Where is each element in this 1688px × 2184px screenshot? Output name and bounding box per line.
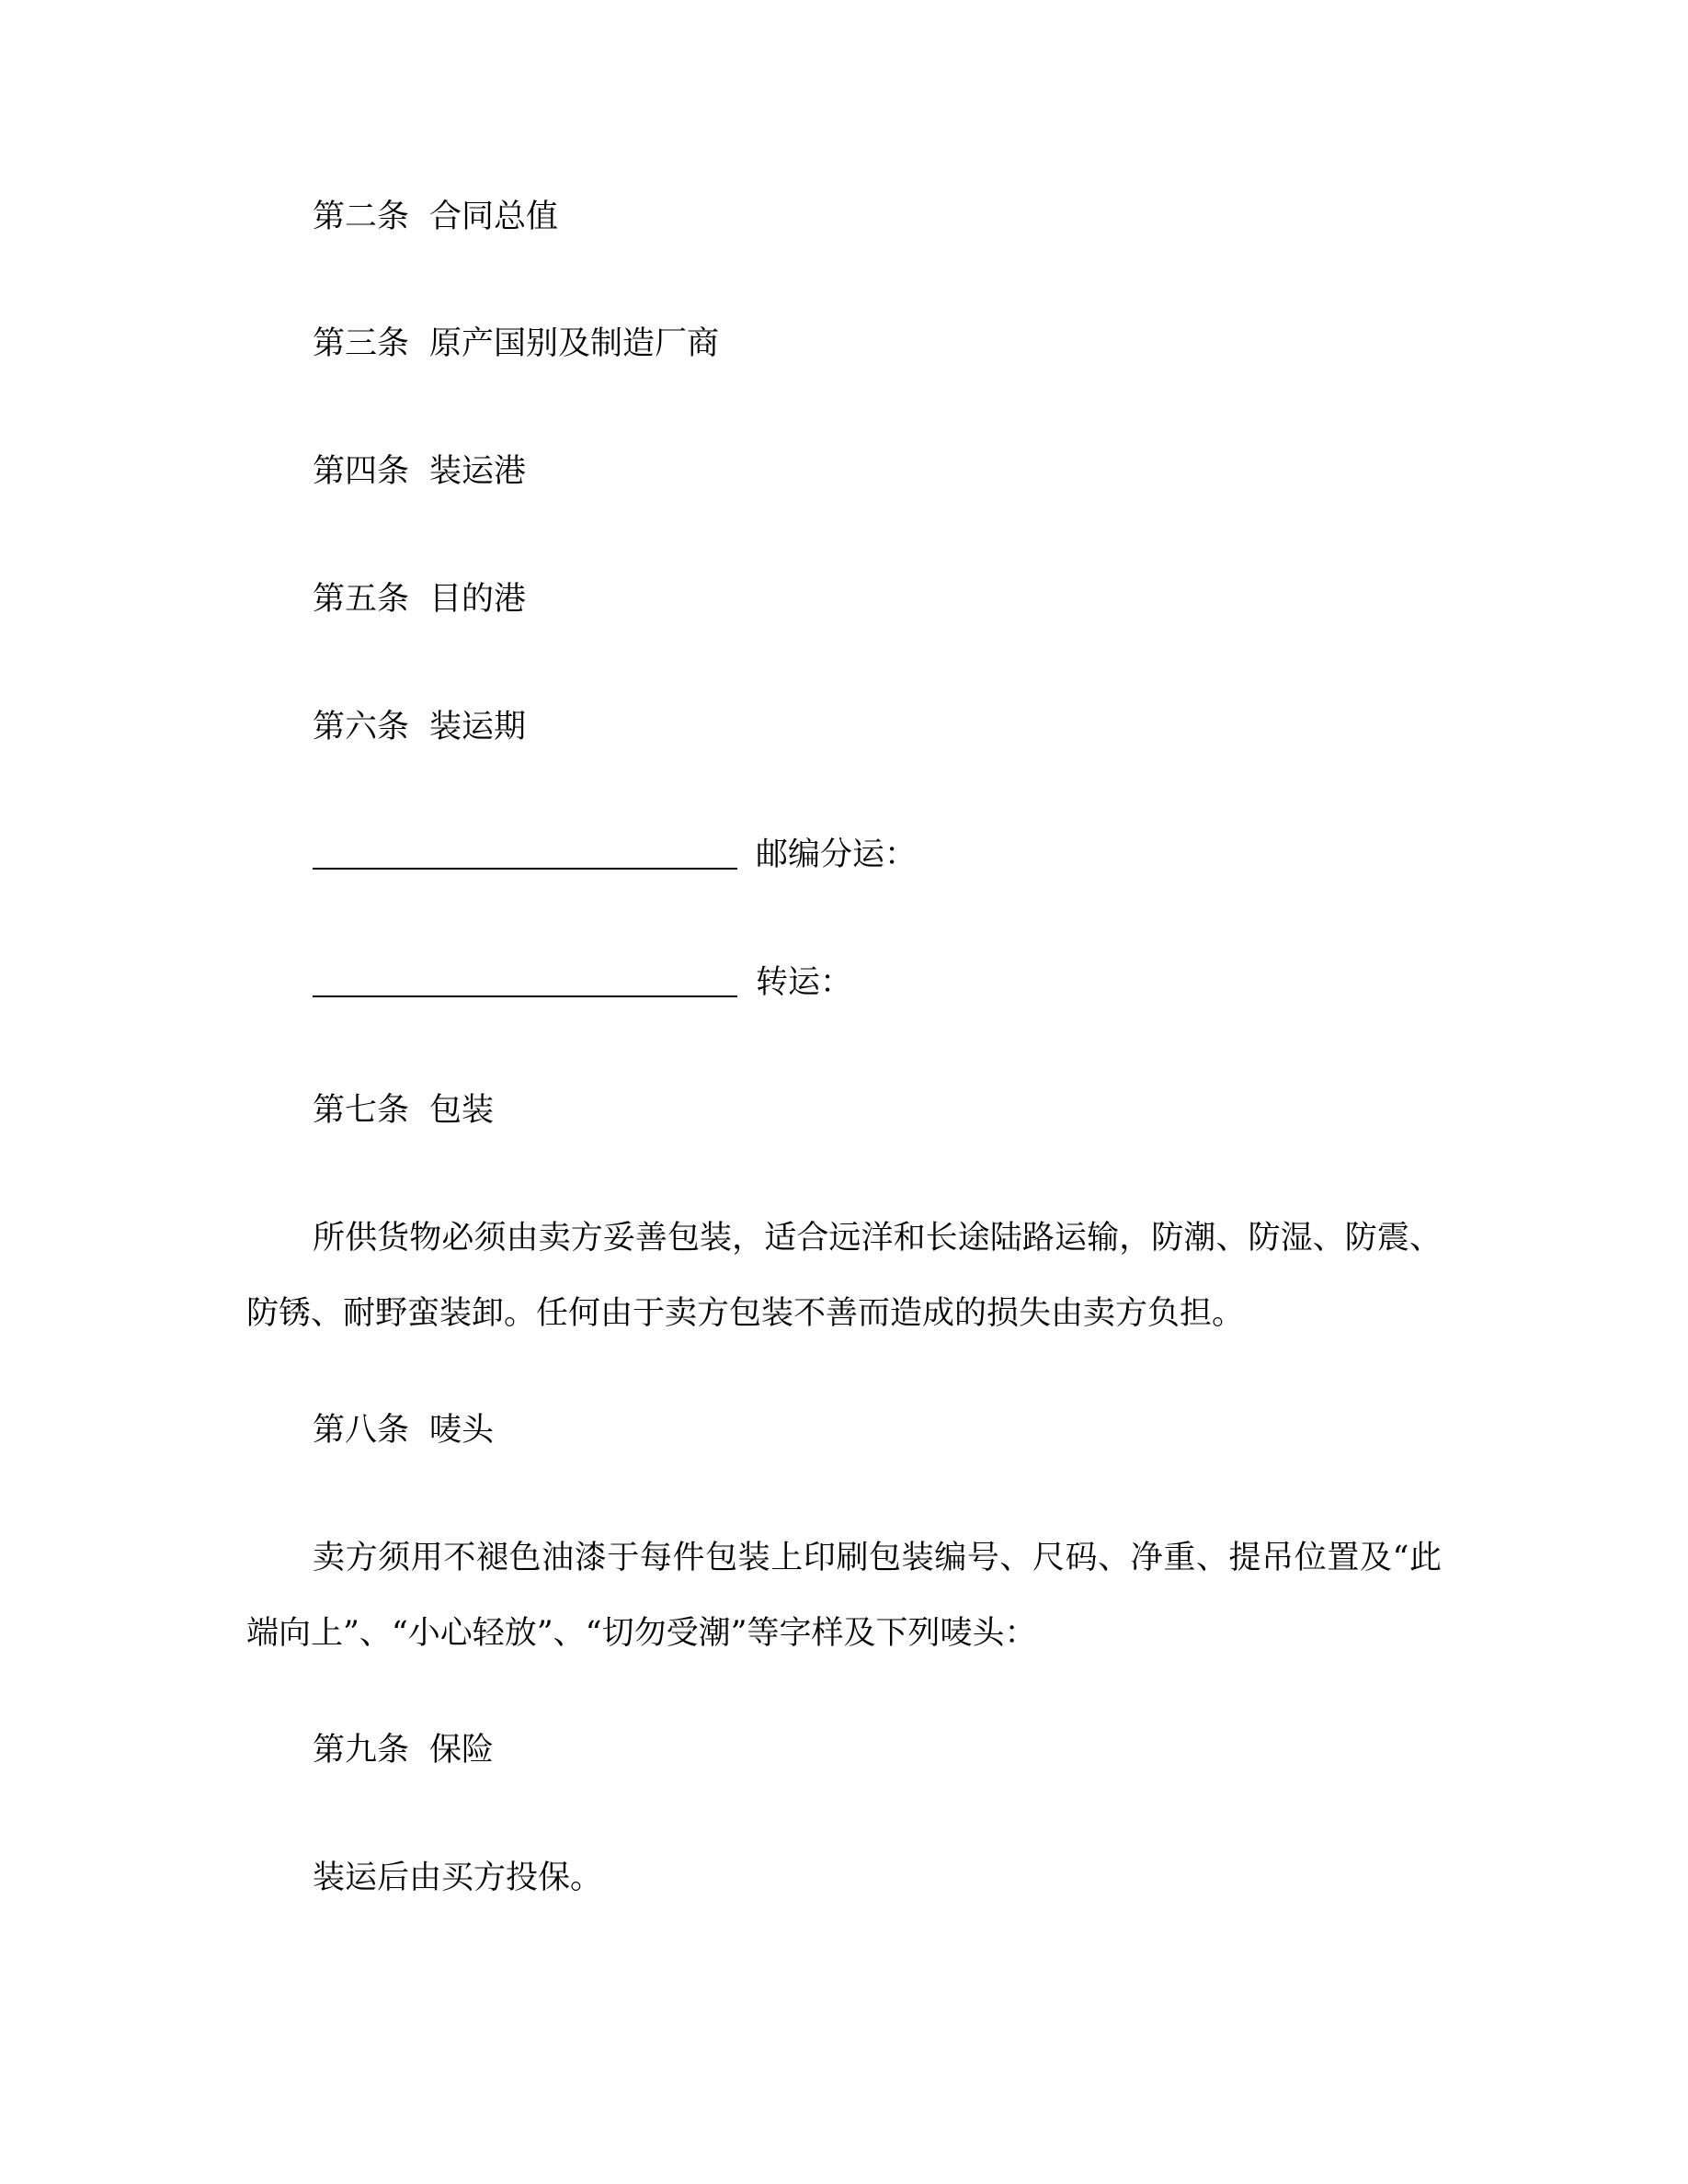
article-9-heading xyxy=(313,1732,494,1769)
article-7-title: 包装 xyxy=(429,1092,495,1129)
article-4-title: 装运港 xyxy=(429,453,527,490)
transshipment-label: 转运： xyxy=(756,964,853,1001)
article-4-heading xyxy=(313,453,526,490)
article-9-number: 第九条 xyxy=(313,1732,410,1769)
article-8-title: 唛头 xyxy=(429,1412,495,1449)
article-9-body: 装运后由买方投保。 xyxy=(313,1860,603,1896)
partial-shipment-blank xyxy=(313,868,737,870)
article-2-number: 第二条 xyxy=(313,199,410,235)
article-5-title: 目的港 xyxy=(429,581,527,618)
article-2-title: 合同总值 xyxy=(429,199,559,235)
article-7-heading xyxy=(313,1092,494,1129)
article-9-title: 保险 xyxy=(429,1732,495,1769)
article-6-heading xyxy=(313,709,526,745)
article-3-title: 原产国别及制造厂商 xyxy=(429,325,720,362)
article-8-heading xyxy=(313,1412,494,1449)
article-8-number: 第八条 xyxy=(313,1412,410,1449)
article-5-heading xyxy=(313,581,526,618)
article-7-number: 第七条 xyxy=(313,1092,410,1129)
article-4-number: 第四条 xyxy=(313,453,410,490)
article-3-heading xyxy=(313,325,719,362)
article-8-body: 卖方须用不褪色油漆于每件包装上印刷包装编号、尺码、净重、提吊位置及“此端向上”、“小心轻放”、“切勿受潮”等字样及下列唛头： xyxy=(246,1540,1442,1652)
article-6-number: 第六条 xyxy=(313,709,410,745)
article-6-title: 装运期 xyxy=(429,709,527,745)
article-2-heading xyxy=(313,199,558,235)
article-3-number: 第三条 xyxy=(313,325,410,362)
transshipment-blank xyxy=(313,995,737,997)
article-5-number: 第五条 xyxy=(313,581,410,618)
partial-shipment-label: 邮编分运： xyxy=(756,836,918,873)
article-7-body: 所供货物必须由卖方妥善包装，适合远洋和长途陆路运输，防潮、防湿、防震、防锈、耐野蛮装卸。任何由于卖方包装不善而造成的损失由卖方负担。 xyxy=(246,1220,1442,1332)
